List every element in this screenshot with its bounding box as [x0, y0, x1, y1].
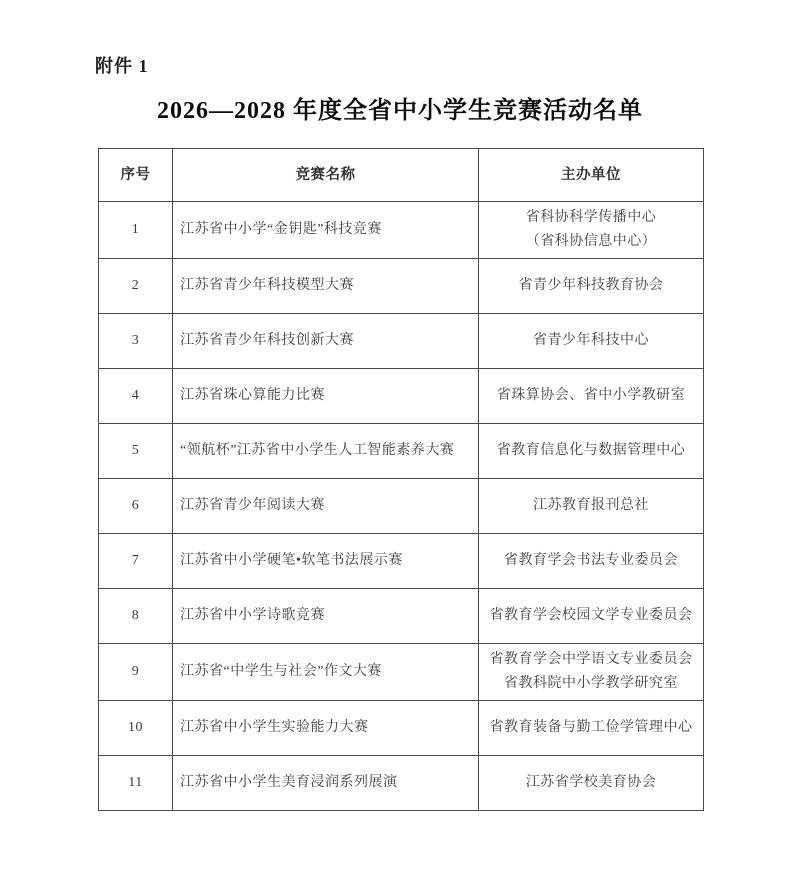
table-row [99, 424, 704, 479]
cell-serial-number: 2 [99, 259, 173, 314]
header-competition-name: 竞赛名称 [173, 149, 479, 202]
table-row [99, 701, 704, 756]
cell-organizer [479, 259, 704, 314]
cell-organizer [479, 314, 704, 369]
cell-organizer [479, 644, 704, 701]
organizer-line: 省青少年科技教育协会 [518, 278, 664, 293]
header-serial-number: 序号 [99, 149, 173, 202]
table-row [99, 202, 704, 259]
organizer-line: 省青少年科技中心 [533, 333, 649, 348]
table-row [99, 589, 704, 644]
table-header-row [99, 149, 704, 202]
cell-serial-number: 6 [99, 479, 173, 534]
organizer-line: 省教科院中小学教学研究室 [504, 676, 678, 691]
cell-serial-number: 8 [99, 589, 173, 644]
organizer-line: 省教育装备与勤工俭学管理中心 [489, 720, 693, 735]
organizer-line: 江苏教育报刊总社 [533, 498, 649, 513]
table-row [99, 644, 704, 701]
cell-competition-name: 江苏省中小学生美育浸润系列展演 [173, 756, 479, 811]
organizer-line: 省教育学会校园文学专业委员会 [489, 608, 693, 623]
cell-competition-name: 江苏省青少年科技创新大赛 [173, 314, 479, 369]
organizer-line: 省教育学会中学语文专业委员会 [489, 652, 693, 667]
cell-competition-name: “领航杯”江苏省中小学生人工智能素养大赛 [173, 424, 479, 479]
cell-serial-number: 7 [99, 534, 173, 589]
cell-competition-name: 江苏省中小学诗歌竞赛 [173, 589, 479, 644]
cell-competition-name: 江苏省青少年阅读大赛 [173, 479, 479, 534]
cell-organizer [479, 534, 704, 589]
cell-competition-name: 江苏省中小学硬笔•软笔书法展示赛 [173, 534, 479, 589]
cell-serial-number: 9 [99, 644, 173, 701]
cell-serial-number: 5 [99, 424, 173, 479]
cell-competition-name: 江苏省珠心算能力比赛 [173, 369, 479, 424]
cell-organizer [479, 589, 704, 644]
organizer-line: （省科协信息中心） [525, 234, 657, 249]
cell-organizer [479, 202, 704, 259]
cell-competition-name: 江苏省中小学生实验能力大赛 [173, 701, 479, 756]
table-row [99, 479, 704, 534]
cell-organizer [479, 701, 704, 756]
organizer-line: 江苏省学校美育协会 [525, 775, 657, 790]
cell-organizer [479, 756, 704, 811]
cell-organizer [479, 479, 704, 534]
cell-serial-number: 10 [99, 701, 173, 756]
header-organizer: 主办单位 [479, 149, 704, 202]
cell-serial-number: 3 [99, 314, 173, 369]
table-row [99, 259, 704, 314]
cell-competition-name: 江苏省“中学生与社会”作文大赛 [173, 644, 479, 701]
competition-table [98, 148, 704, 811]
attachment-label: 附件 1 [95, 56, 149, 76]
cell-organizer [479, 424, 704, 479]
table-row [99, 369, 704, 424]
table-body [99, 202, 704, 811]
table-row [99, 534, 704, 589]
organizer-line: 省珠算协会、省中小学教研室 [496, 388, 686, 403]
table-row [99, 756, 704, 811]
organizer-line: 省教育信息化与数据管理中心 [496, 443, 686, 458]
organizer-line: 省科协科学传播中心 [525, 210, 657, 225]
cell-competition-name: 江苏省中小学“金钥匙”科技竞赛 [173, 202, 479, 259]
cell-serial-number: 1 [99, 202, 173, 259]
organizer-line: 省教育学会书法专业委员会 [504, 553, 678, 568]
cell-competition-name: 江苏省青少年科技模型大赛 [173, 259, 479, 314]
cell-serial-number: 11 [99, 756, 173, 811]
cell-organizer [479, 369, 704, 424]
table-row [99, 314, 704, 369]
cell-serial-number: 4 [99, 369, 173, 424]
page-title: 2026—2028 年度全省中小学生竞赛活动名单 [157, 98, 643, 124]
